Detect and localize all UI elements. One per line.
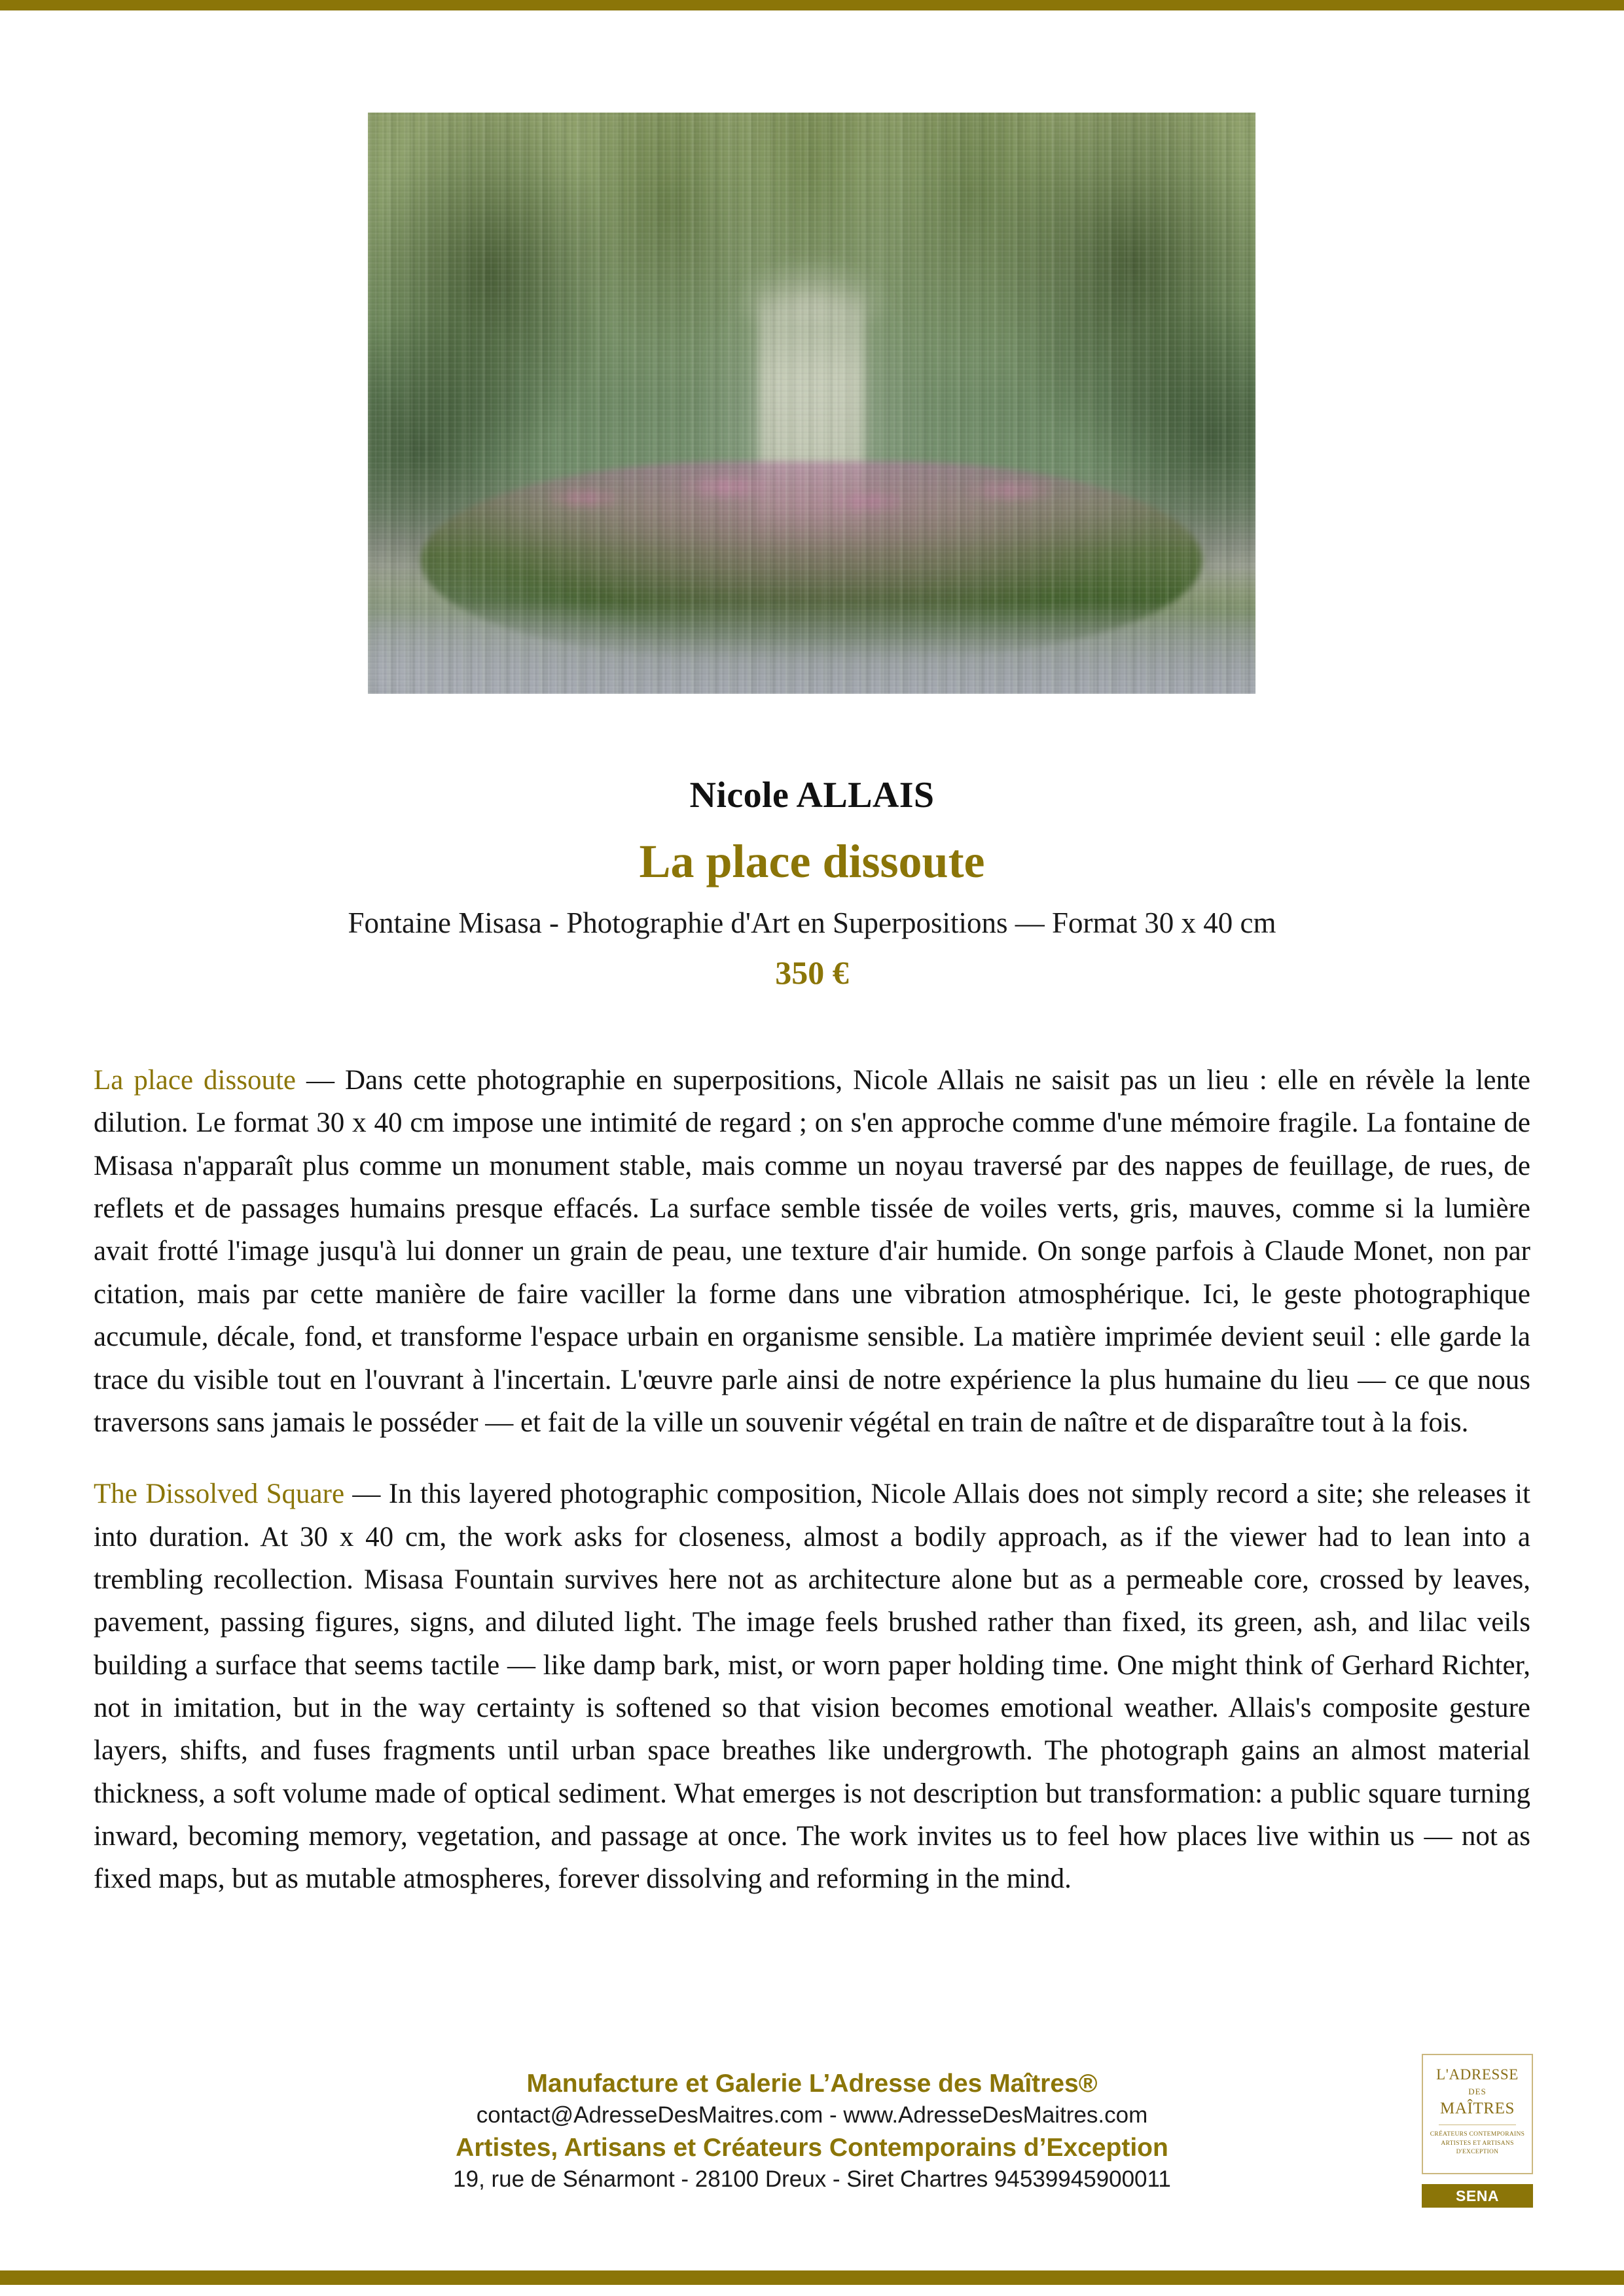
footer-tagline: Artistes, Artisans et Créateurs Contemporains d’Exception [456,2133,1168,2162]
paragraph-english-lead: The Dissolved Square [94,1479,345,1510]
paragraph-english [94,1473,1530,1901]
artwork-soft-glow [368,113,1255,694]
artist-name: Nicole ALLAIS [689,775,935,816]
bottom-gold-rule [0,2270,1624,2285]
paragraph-french-lead: La place dissoute [94,1065,296,1096]
logo-subtitle-3: D'EXCEPTION [1456,2149,1499,2156]
logo-subtitle-1: CRÉATEURS CONTEMPORAINS [1430,2131,1525,2138]
artwork-price: 350 € [775,954,849,991]
description-body [94,1059,1530,1901]
paragraph-french [94,1059,1530,1444]
top-gold-rule [0,0,1624,10]
sena-badge: SENA [1422,2184,1533,2208]
artwork-heading-block [0,774,1624,994]
logo-line-adresse: L'ADRESSE [1436,2066,1519,2083]
artwork-photograph [368,113,1255,694]
footer-contact[interactable]: contact@AdresseDesMaitres.com - www.AdresseDesMaitres.com [476,2102,1148,2128]
page-title: La place dissoute [639,835,985,888]
logo-subtitle-2: ARTISTES ET ARTISANS [1441,2140,1514,2147]
footer-company-name: Manufacture et Galerie L’Adresse des Maîtres® [526,2070,1098,2098]
brand-logo [1422,2054,1533,2174]
logo-line-maitres: MAÎTRES [1440,2099,1515,2117]
logo-line-des: DES [1468,2087,1487,2097]
paragraph-french-text: — Dans cette photographie en superpositions, Nicole Allais ne saisit pas un lieu : elle en révèle la lente dilution. Le format 30 x 40 cm impose une intimité de regard ; on s'en approche comme d'une mémoire fragile. La fontaine de Misasa n'apparaît plus comme un monument stable, mais comme un noyau traversé par des nappes de feuillage, de rues, de reflets et de passages humains presque effacés. La surface semble tissée de voiles verts, gris, mauves, comme si la lumière avait frotté l'image jusqu'à lui donner un grain de peau, une texture d'air humide. On songe parfois à Claude Monet, non par citation, mais par cette manière de faire vaciller la forme dans une vibration atmosphérique. Ici, le geste photographique accumule, décale, fond, et transforme l'espace urbain en organisme sensible. La matière imprimée devient seuil : elle garde la trace du visible tout en l'ouvrant à l'incertain. L'œuvre parle ainsi de notre expérience la plus humaine du lieu — ce que nous traversons sans jamais le posséder — et fait de la ville un souvenir végétal en train de naître et de disparaître tout à la fois. [94,1065,1530,1438]
page-footer [0,2067,1624,2195]
paragraph-english-text: — In this layered photographic composition, Nicole Allais does not simply record a site; she releases it into duration. At 30 x 40 cm, the work asks for closeness, almost a bodily approach, as if the viewer had to lean into a trembling recollection. Misasa Fountain survives here not as architecture alone but as a permeable core, crossed by leaves, pavement, passing figures, signs, and diluted light. The image feels brushed rather than fixed, its green, ash, and lilac veils building a surface that seems tactile — like damp bark, mist, or worn paper holding time. One might think of Gerhard Richter, not in imitation, but in the way certainty is softened so that vision becomes emotional weather. Allais's composite gesture layers, shifts, and fuses fragments until urban space breathes like undergrowth. The photograph gains an almost material thickness, a soft volume made of optical sediment. What emerges is not description but transformation: a public square turning inward, becoming memory, vegetation, and passage at once. The work invites us to feel how places live within us — not as fixed maps, but as mutable atmospheres, forever dissolving and reforming in the mind. [94,1479,1530,1895]
footer-address: 19, rue de Sénarmont - 28100 Dreux - Siret Chartres 94539945900011 [453,2166,1171,2193]
artwork-subtitle: Fontaine Misasa - Photographie d'Art en Superpositions — Format 30 x 40 cm [348,906,1276,940]
